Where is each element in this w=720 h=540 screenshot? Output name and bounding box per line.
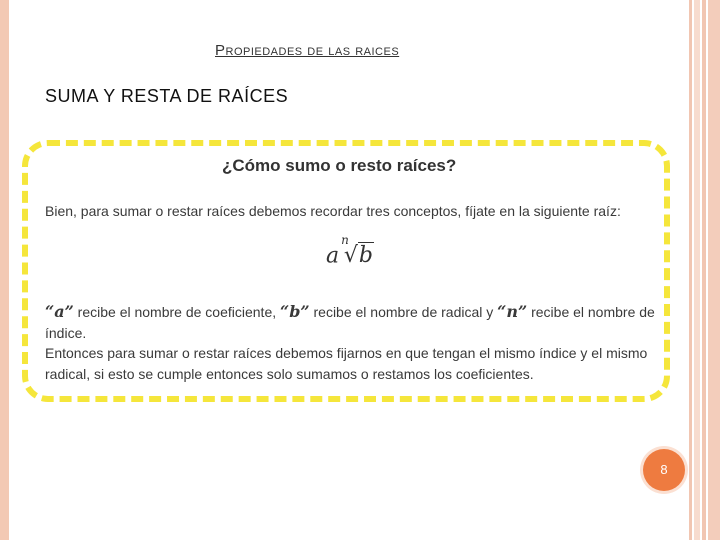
root-formula bbox=[326, 233, 374, 269]
rule-paragraph: Entonces para sumar o restar raíces debemos fijarnos en que tengan el mismo índice y el mismo radical, si esto se cumple entonces solo sumamos o restamos los coeficientes. bbox=[45, 345, 648, 382]
right-decoration-stripe bbox=[689, 0, 692, 540]
definition-text: recibe el nombre de radical y bbox=[309, 304, 498, 320]
slide-title bbox=[215, 42, 475, 59]
radical-sign: √ bbox=[343, 243, 358, 269]
left-decoration-stripe bbox=[0, 0, 9, 540]
slide-subtitle: SUMA Y RESTA DE RAÍCES bbox=[45, 86, 289, 106]
quote-n: “n” bbox=[497, 302, 528, 321]
formula-index: n bbox=[341, 233, 349, 247]
definition-paragraph bbox=[45, 301, 657, 344]
formula-radicand: b bbox=[358, 243, 373, 269]
card-heading: ¿Cómo sumo o resto raíces? bbox=[222, 156, 457, 175]
right-decoration-stripe bbox=[694, 0, 700, 540]
page-number-badge: 8 bbox=[643, 449, 685, 491]
right-decoration-stripe bbox=[708, 0, 720, 540]
slide-title-text: Propiedades de las raices bbox=[215, 42, 400, 59]
right-decoration-stripe bbox=[702, 0, 706, 540]
definition-text: recibe el nombre de índice. bbox=[45, 304, 655, 341]
quote-b: “b” bbox=[280, 302, 310, 321]
quote-a: “a” bbox=[45, 302, 74, 321]
formula-coefficient: a bbox=[326, 243, 340, 269]
intro-paragraph: Bien, para sumar o restar raíces debemos recordar tres conceptos, fíjate en la siguiente raíz: bbox=[45, 203, 621, 219]
definition-text: recibe el nombre de coeficiente, bbox=[73, 304, 281, 320]
